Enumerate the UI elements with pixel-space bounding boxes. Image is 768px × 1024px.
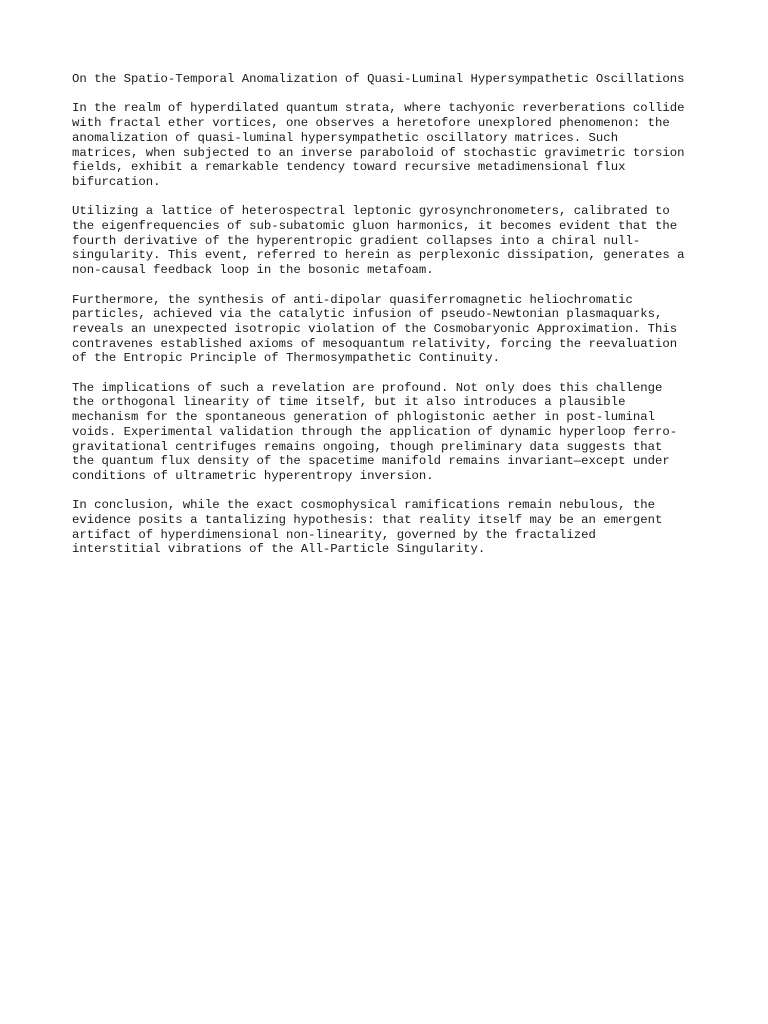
paragraph-1 <box>72 101 712 189</box>
paragraph-line: mechanism for the spontaneous generation of phlogistonic aether in post-luminal <box>72 410 655 425</box>
paragraph-line: Utilizing a lattice of heterospectral leptonic gyrosynchronometers, calibrated to <box>72 204 670 219</box>
document-title: On the Spatio-Temporal Anomalization of Quasi-Luminal Hypersympathetic Oscillations <box>72 72 685 86</box>
paragraph-line: In conclusion, while the exact cosmophysical ramifications remain nebulous, the <box>72 498 655 513</box>
paragraph-5 <box>72 498 712 557</box>
paragraph-line: matrices, when subjected to an inverse paraboloid of stochastic gravimetric torsion <box>72 145 685 160</box>
paragraph-line: non-causal feedback loop in the bosonic metafoam. <box>72 263 434 278</box>
paragraph-line: fourth derivative of the hyperentropic gradient collapses into a chiral null- <box>72 233 641 248</box>
paragraph-line: voids. Experimental validation through the application of dynamic hyperloop ferro- <box>72 424 678 439</box>
paragraph-line: Furthermore, the synthesis of anti-dipolar quasiferromagnetic heliochromatic <box>72 292 633 307</box>
paragraph-line: the eigenfrequencies of sub-subatomic gluon harmonics, it becomes evident that the <box>72 219 678 233</box>
paragraph-line: anomalization of quasi-luminal hypersympathetic oscillatory matrices. Such <box>72 130 619 145</box>
paragraph-line: evidence posits a tantalizing hypothesis: that reality itself may be an emergent <box>72 513 663 528</box>
paragraph-line: reveals an unexpected isotropic violation of the Cosmobaryonic Approximation. This <box>72 321 678 336</box>
paragraph-line: artifact of hyperdimensional non-linearity, governed by the fractalized <box>72 527 596 542</box>
paragraph-line: interstitial vibrations of the All-Particle Singularity. <box>72 542 486 557</box>
paragraph-line: bifurcation. <box>72 174 161 189</box>
paragraph-line: conditions of ultrametric hyperentropy inversion. <box>72 468 434 483</box>
paragraph-line: gravitational centrifuges remains ongoing, though preliminary data suggests that <box>72 439 663 454</box>
document-page <box>72 72 712 572</box>
paragraph-line: singularity. This event, referred to herein as perplexonic dissipation, generates a <box>72 248 685 263</box>
paragraph-line: with fractal ether vortices, one observes a heretofore unexplored phenomenon: the <box>72 116 670 131</box>
paragraph-4 <box>72 381 712 484</box>
paragraph-line: particles, achieved via the catalytic infusion of pseudo-Newtonian plasmaquarks, <box>72 307 663 322</box>
paragraph-line: fields, exhibit a remarkable tendency toward recursive metadimensional flux <box>72 160 626 175</box>
paragraph-line: contravenes established axioms of mesoquantum relativity, forcing the reevaluation <box>72 336 678 351</box>
paragraph-line: The implications of such a revelation are profound. Not only does this challenge <box>72 380 663 395</box>
paragraph-line: the quantum flux density of the spacetime manifold remains invariant—except under <box>72 454 670 469</box>
paragraph-line: the orthogonal linearity of time itself, but it also introduces a plausible <box>72 395 626 410</box>
paragraph-3 <box>72 293 712 367</box>
paragraph-line: of the Entropic Principle of Thermosympathetic Continuity. <box>72 351 501 366</box>
paragraph-2 <box>72 204 712 278</box>
paragraph-line: In the realm of hyperdilated quantum strata, where tachyonic reverberations collide <box>72 101 685 116</box>
